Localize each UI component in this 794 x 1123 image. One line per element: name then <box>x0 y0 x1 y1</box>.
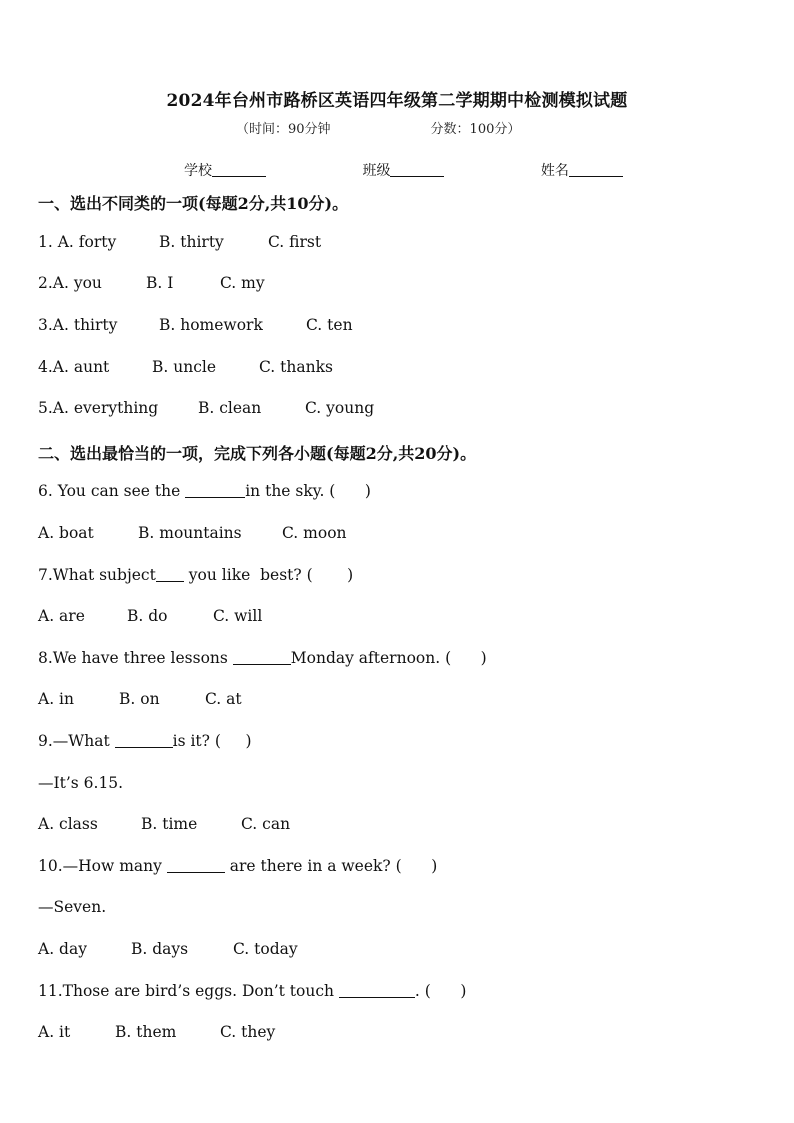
option-b[interactable]: B. uncle <box>152 358 217 376</box>
option-c[interactable]: C. today <box>233 940 298 958</box>
question-11-options <box>38 1023 276 1041</box>
class-field: 班级 <box>362 160 444 180</box>
question-8: 8.We have three lessons Monday afternoon. ( ) <box>38 649 487 667</box>
question-5: 5.A. everything B. clean C. young <box>38 399 375 417</box>
question-2: 2.A. you B. I C. my <box>38 274 265 292</box>
option-a[interactable]: A. in <box>38 690 74 708</box>
option-b[interactable]: B. clean <box>198 399 262 417</box>
option-b[interactable]: B. them <box>115 1023 177 1041</box>
question-11: 11.Those are bird’s eggs. Don’t touch . ( ) <box>38 982 467 1000</box>
question-1: 1. A. forty B. thirty C. first <box>38 233 322 251</box>
school-field: 学校 <box>184 160 266 180</box>
answer-blank[interactable] <box>156 581 184 582</box>
section-1-heading: 一、选出不同类的一项(每题2分,共10分)。 <box>38 194 349 213</box>
option-c[interactable]: C. first <box>268 233 322 251</box>
question-6: 6. You can see the in the sky. ( ) <box>38 482 371 500</box>
question-10: 10.—How many are there in a week? ( ) <box>38 857 438 875</box>
question-6-options <box>38 524 347 542</box>
question-7-options <box>38 607 263 625</box>
option-b[interactable]: B. homework <box>159 316 263 334</box>
option-c[interactable]: C. young <box>305 399 375 417</box>
question-3: 3.A. thirty B. homework C. ten <box>38 316 353 334</box>
option-b[interactable]: B. days <box>131 940 189 958</box>
name-blank[interactable] <box>569 176 623 177</box>
option-a[interactable]: A. day <box>38 940 87 958</box>
answer-blank[interactable] <box>167 872 225 873</box>
option-a[interactable]: A. you <box>52 274 102 292</box>
question-7: 7.What subject you like best? ( ) <box>38 566 354 584</box>
question-4: 4.A. aunt B. uncle C. thanks <box>38 358 333 376</box>
exam-score: 分数：100分） <box>430 122 521 137</box>
option-c[interactable]: C. thanks <box>259 358 333 376</box>
option-b[interactable]: B. thirty <box>159 233 224 251</box>
option-c[interactable]: C. ten <box>306 316 353 334</box>
option-a[interactable]: A. boat <box>38 524 94 542</box>
section-2-heading: 二、选出最恰当的一项，完成下列各小题(每题2分,共20分)。 <box>38 444 477 463</box>
school-blank[interactable] <box>212 176 266 177</box>
option-a[interactable]: A. it <box>38 1023 71 1041</box>
class-blank[interactable] <box>390 176 444 177</box>
answer-blank[interactable] <box>339 997 415 998</box>
option-b[interactable]: B. on <box>119 690 160 708</box>
option-c[interactable]: C. moon <box>282 524 347 542</box>
option-a[interactable]: A. class <box>38 815 98 833</box>
option-c[interactable]: C. they <box>220 1023 276 1041</box>
option-c[interactable]: C. will <box>213 607 263 625</box>
exam-meta <box>236 118 520 137</box>
option-a[interactable]: A. aunt <box>52 358 110 376</box>
exam-time: （时间：90分钟 <box>236 122 331 137</box>
question-9: 9.—What is it? ( ) <box>38 732 252 750</box>
answer-blank[interactable] <box>115 747 173 748</box>
question-9-options <box>38 815 291 833</box>
option-a[interactable]: A. everything <box>52 399 159 417</box>
answer-blank[interactable] <box>185 497 245 498</box>
option-c[interactable]: C. can <box>241 815 291 833</box>
option-a[interactable]: A. thirty <box>52 316 118 334</box>
name-field: 姓名 <box>541 160 623 180</box>
page-title: 2024年台州市路桥区英语四年级第二学期期中检测模拟试题 <box>166 91 628 111</box>
question-10-reply: —Seven. <box>38 898 107 916</box>
option-a[interactable]: A. are <box>38 607 85 625</box>
question-9-reply: —It’s 6.15. <box>38 774 124 792</box>
option-b[interactable]: B. time <box>141 815 198 833</box>
option-a[interactable]: A. forty <box>57 233 117 251</box>
option-b[interactable]: B. mountains <box>138 524 242 542</box>
option-b[interactable]: B. I <box>146 274 174 292</box>
answer-blank[interactable] <box>233 664 291 665</box>
question-10-options <box>38 940 298 958</box>
question-8-options <box>38 690 242 708</box>
option-b[interactable]: B. do <box>127 607 168 625</box>
option-c[interactable]: C. my <box>220 274 265 292</box>
option-c[interactable]: C. at <box>205 690 242 708</box>
student-info <box>184 160 623 180</box>
